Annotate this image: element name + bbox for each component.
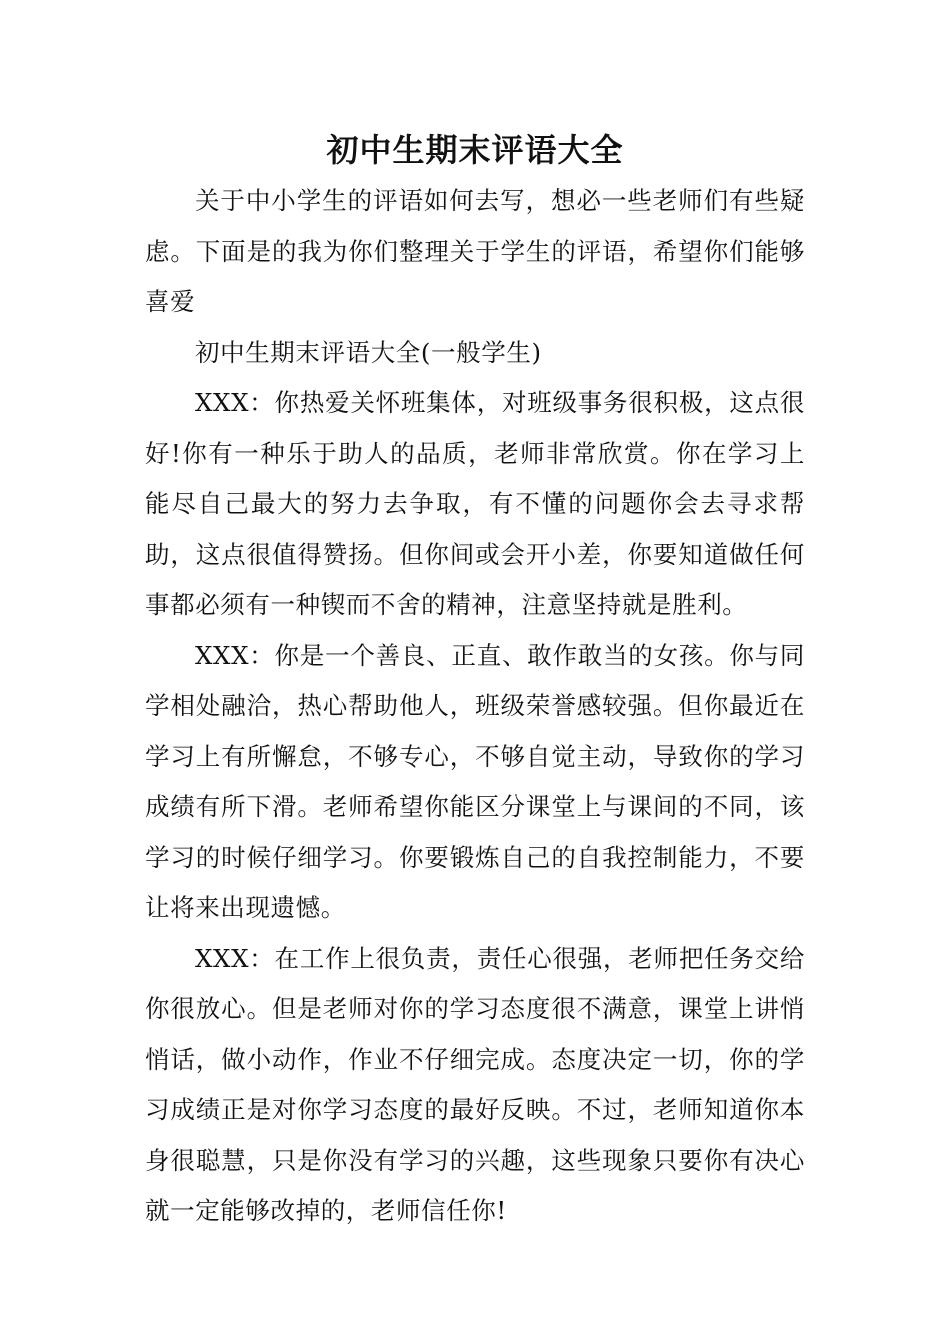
intro-paragraph: 关于中小学生的评语如何去写，想必一些老师们有些疑虑。下面是的我为你们整理关于学生的评语，希望你们能够喜爱 xyxy=(145,186,805,316)
document-title: 初中生期末评语大全 xyxy=(326,131,624,169)
section-heading: 初中生期末评语大全(一般学生) xyxy=(195,337,542,367)
comment-paragraph: XXX：在工作上很负责，责任心很强，老师把任务交给你很放心。但是老师对你的学习态度很不满意，课堂上讲悄悄话，做小动作，作业不仔细完成。态度决定一切，你的学习成绩正是对你学习态度的最好反映。不过，老师知道你本身很聪慧，只是你没有学习的兴趣，这些现象只要你有决心就一定能够改掉的，老师信任你! xyxy=(145,943,805,1225)
comment-paragraph: XXX：你热爱关怀班集体，对班级事务很积极，这点很好!你有一种乐于助人的品质，老师非常欣赏。你在学习上能尽自己最大的努力去争取，有不懂的问题你会去寻求帮助，这点很值得赞扬。但你间或会开小差，你要知道做任何事都必须有一种锲而不舍的精神，注意坚持就是胜利。 xyxy=(145,388,805,619)
document-body xyxy=(145,176,805,1237)
comment-paragraph: XXX：你是一个善良、正直、敢作敢当的女孩。你与同学相处融洽，热心帮助他人，班级荣誉感较强。但你最近在学习上有所懈怠，不够专心，不够自觉主动，导致你的学习成绩有所下滑。老师希望你能区分课堂上与课间的不同，该学习的时候仔细学习。你要锻炼自己的自我控制能力，不要让将来出现遗憾。 xyxy=(145,640,805,922)
